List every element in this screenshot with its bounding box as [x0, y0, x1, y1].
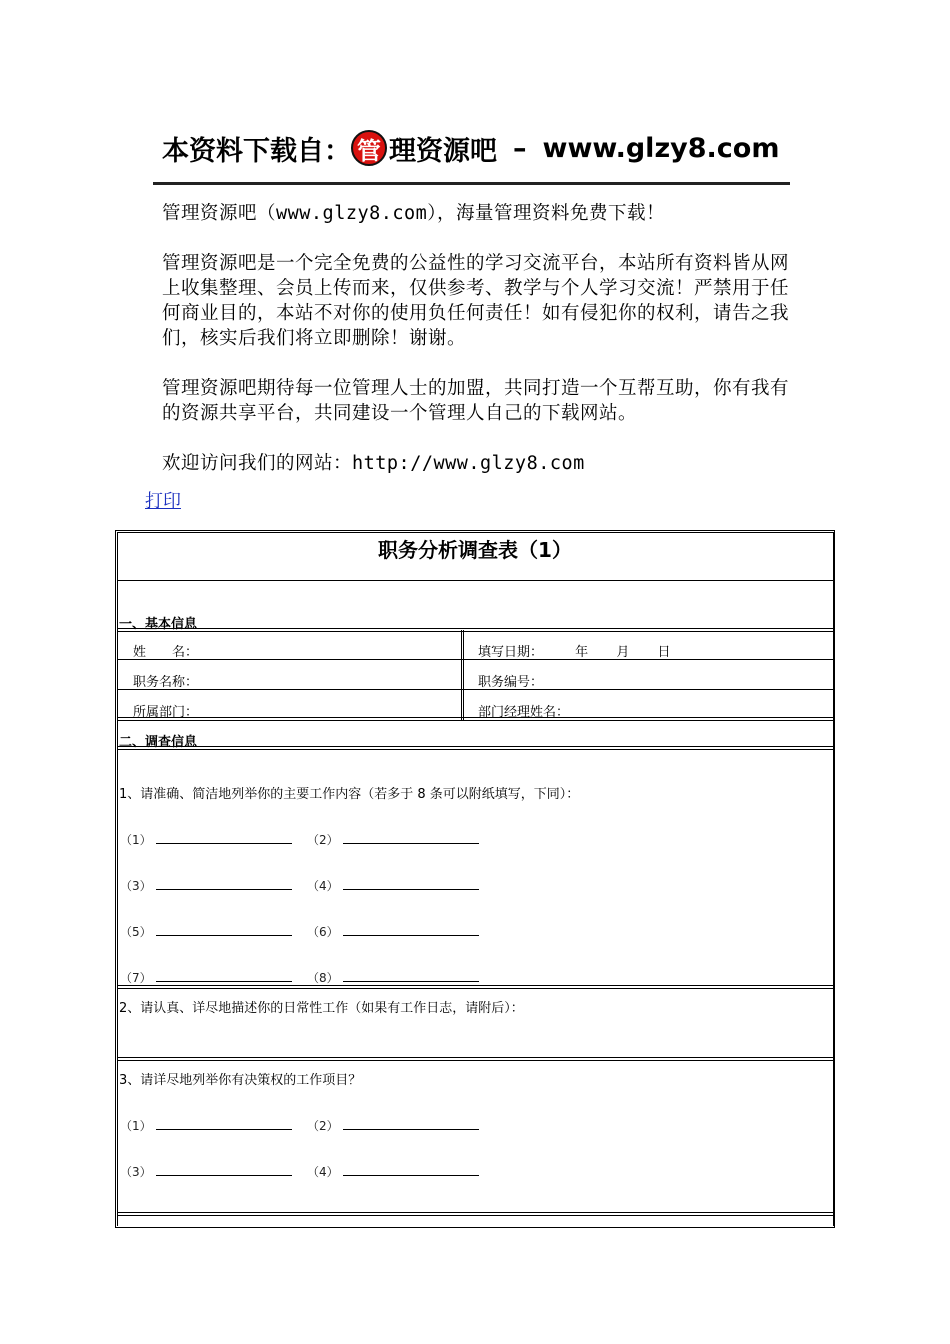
section2-line: [117, 746, 833, 750]
q3-item[interactable]: [307, 1163, 479, 1180]
q1-item-blank[interactable]: [343, 923, 479, 936]
question-3: 3、请详尽地列举你有决策权的工作项目？: [119, 1073, 362, 1088]
q3-item-number: （4）: [307, 1165, 339, 1179]
info-column-divider-2: [463, 630, 464, 720]
name-label: 姓 名：: [133, 645, 199, 660]
q1-item[interactable]: [120, 969, 292, 986]
site-logo-icon: 管: [351, 130, 387, 166]
q1-item[interactable]: [307, 923, 479, 940]
row3-line: [117, 717, 833, 721]
intro-paragraph-2: 管理资源吧是一个完全免费的公益性的学习交流平台，本站所有资料皆从网上收集整理、会员上传而来，仅供参考、教学与个人学习交流！严禁用于任何商业目的，本站不对你的使用负任何责任！如有侵犯你的权利，请告之我们，核实后我们将立即删除！谢谢。: [162, 253, 790, 349]
q1-item-number: （7）: [120, 971, 152, 985]
q3-item-number: （3）: [120, 1165, 152, 1179]
q1-item[interactable]: [120, 877, 292, 894]
download-banner: [162, 128, 780, 168]
fill-date-label: 填写日期：: [478, 645, 544, 660]
fill-date-field[interactable]: [478, 641, 670, 660]
job-number-label: 职务编号：: [478, 675, 544, 690]
job-name-label: 职务名称：: [133, 675, 199, 690]
q1-item-blank[interactable]: [156, 831, 292, 844]
q3-item[interactable]: [120, 1117, 292, 1134]
q3-item-blank[interactable]: [343, 1163, 479, 1176]
q1-item-number: （3）: [120, 879, 152, 893]
year-label: 年: [575, 645, 589, 660]
q3-item-blank[interactable]: [343, 1117, 479, 1130]
q1-item-number: （8）: [307, 971, 339, 985]
info-column-divider: [461, 630, 462, 720]
print-link[interactable]: 打印: [145, 491, 181, 512]
form-left-inner: [117, 532, 118, 1226]
q2-bottom-line: [117, 1057, 833, 1061]
q3-item-blank[interactable]: [156, 1163, 292, 1176]
q3-item-number: （2）: [307, 1119, 339, 1133]
q1-item[interactable]: [120, 923, 292, 940]
section-basic-info: 一、基本信息: [119, 617, 198, 632]
manager-name-label: 部门经理姓名：: [478, 705, 570, 720]
q1-item-blank[interactable]: [156, 969, 292, 982]
q1-item-blank[interactable]: [156, 923, 292, 936]
q1-item-blank[interactable]: [343, 831, 479, 844]
q1-item[interactable]: [307, 969, 479, 986]
row2-line: [117, 689, 833, 690]
question-2: 2、请认真、详尽地描述你的日常性工作（如果有工作日志，请附后）：: [119, 1001, 524, 1016]
q1-item-number: （1）: [120, 833, 152, 847]
intro-line-1: 管理资源吧（www.glzy8.com），海量管理资料免费下载！: [162, 203, 666, 224]
row1-line: [117, 659, 833, 660]
section1-line: [117, 628, 833, 632]
question-1: 1、请准确、简洁地列举你的主要工作内容（若多于 8 条可以附纸填写，下同）：: [119, 787, 580, 802]
form-top-line: [117, 532, 833, 533]
intro-paragraph-3: 管理资源吧期待每一位管理人士的加盟，共同打造一个互帮互助，你有我有的资源共享平台，共同建设一个管理人自己的下载网站。: [162, 378, 790, 424]
form-bottom-line: [117, 1212, 833, 1216]
banner-site-name: 理资源吧: [389, 135, 497, 167]
q1-item-number: （4）: [307, 879, 339, 893]
q1-item[interactable]: [120, 831, 292, 848]
title-bottom-line: [117, 580, 833, 581]
q1-item-blank[interactable]: [156, 877, 292, 890]
q3-item-blank[interactable]: [156, 1117, 292, 1130]
q3-item-number: （1）: [120, 1119, 152, 1133]
q1-item-blank[interactable]: [343, 969, 479, 982]
form-title: 职务分析调查表（1）: [378, 538, 572, 562]
q1-item[interactable]: [307, 877, 479, 894]
q1-item-number: （5）: [120, 925, 152, 939]
month-label: 月: [616, 645, 630, 660]
banner-url: www.glzy8.com: [542, 132, 780, 164]
q1-item[interactable]: [307, 831, 479, 848]
banner-divider: [153, 182, 790, 185]
section-survey-info: 二、调查信息: [119, 735, 198, 750]
q3-item[interactable]: [120, 1163, 292, 1180]
q1-item-number: （6）: [307, 925, 339, 939]
intro-welcome: 欢迎访问我们的网站：http://www.glzy8.com: [162, 453, 585, 474]
banner-dash: –: [513, 132, 527, 164]
department-label: 所属部门：: [133, 705, 199, 720]
day-label: 日: [657, 645, 671, 660]
form-right-inner: [833, 532, 834, 1226]
banner-prefix: 本资料下载自：: [162, 135, 351, 167]
q3-item[interactable]: [307, 1117, 479, 1134]
q1-item-blank[interactable]: [343, 877, 479, 890]
q1-item-number: （2）: [307, 833, 339, 847]
